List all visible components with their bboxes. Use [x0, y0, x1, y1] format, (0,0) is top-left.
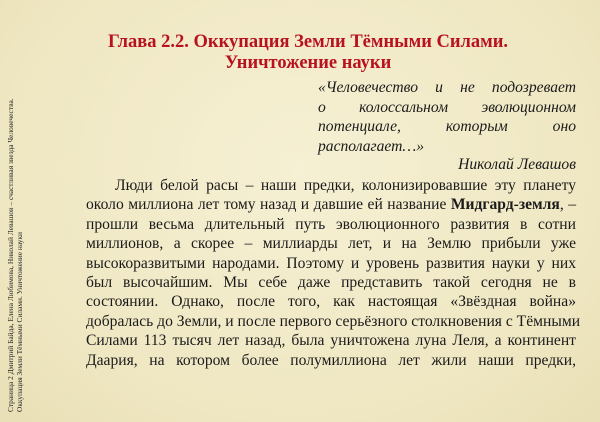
- paragraph-line: Люди белой расы – наши предки, колонизировавшие эту планету: [115, 177, 576, 194]
- paragraph-line: Силами 113 тысяч лет назад, была уничтожена луна Леля, а континент: [86, 332, 576, 350]
- paragraph-line: высокоразвитыми народами. Поэтому и уровень развития науки у них: [86, 254, 576, 272]
- page-sidebar: [4, 0, 44, 422]
- body-paragraph: [86, 176, 581, 370]
- chapter-title-line-1: Глава 2.2. Оккупация Земли Тёмными Силами.: [107, 32, 509, 52]
- epigraph-line: о колоссальном эволюционном: [318, 98, 576, 116]
- paragraph-line: состоянии. Однако, после того, как настоящая «Звёздная война»: [86, 293, 576, 311]
- chapter-title: [88, 32, 528, 74]
- epigraph-line: располагает…»: [318, 137, 425, 155]
- paragraph-line: [86, 195, 576, 214]
- paragraph-line: Даария, на котором более полумиллиона лет жили наши предки,: [86, 351, 576, 369]
- epigraph-quote: [318, 78, 576, 156]
- paragraph-line: миллионов, а скорее – миллиарды лет, и на Землю прибыли уже: [86, 235, 576, 253]
- epigraph-line: «Человечество и не подозревает: [318, 79, 576, 96]
- sidebar-chapter-info: Оккупация Земли Тёмными Силами. Уничтожение науки: [15, 232, 24, 412]
- bold-term: Мидгард-земля: [450, 196, 560, 214]
- chapter-title-line-2: Уничтожение науки: [224, 53, 392, 73]
- epigraph-author: Николай Левашов: [458, 156, 576, 173]
- paragraph-line: был высочайшим. Мы себе даже представить такой сегодня не в: [86, 274, 576, 292]
- paragraph-text: , –: [559, 196, 576, 214]
- sidebar-vertical-text: [6, 98, 24, 412]
- paragraph-line: добралась до Земли, и после первого серьёзного столкновения с Тёмными: [86, 312, 581, 330]
- paragraph-line: прошли весьма длительный путь эволюционного развития в сотни: [86, 215, 576, 233]
- paragraph-text: около миллиона лет тому назад и давшие ей название: [86, 196, 451, 214]
- epigraph-line: потенциале, которым оно: [318, 118, 576, 135]
- sidebar-book-info: Страница 2 Дмитрий Байда, Елена Любимова, Николай Левашов – счастливая звезда Человечества.: [6, 98, 15, 412]
